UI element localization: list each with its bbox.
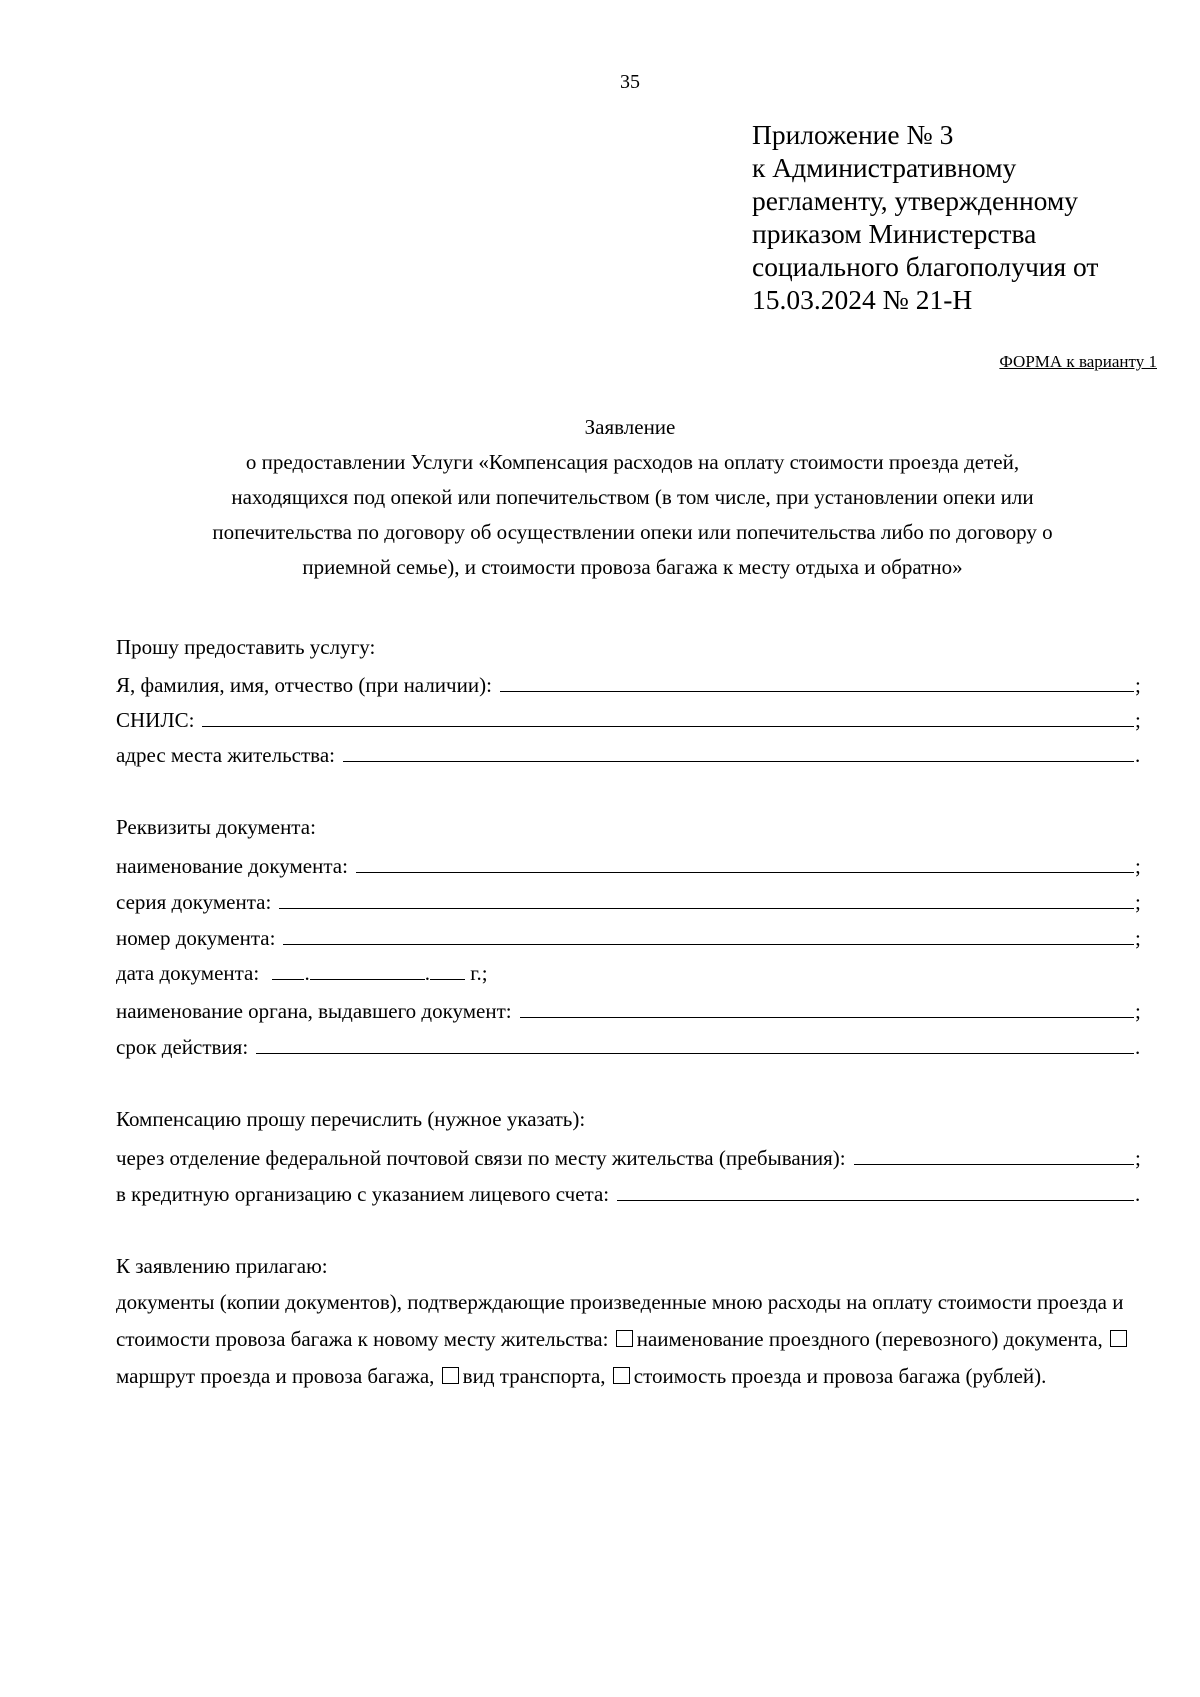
page-number: 35 <box>620 71 640 93</box>
post-label: через отделение федеральной почтовой связи по месту жительства (пребывания): <box>116 1146 846 1170</box>
document-title: Заявление <box>584 415 676 439</box>
form-variant: ФОРМА к варианту 1 <box>999 352 1157 371</box>
appendix-block <box>752 118 1098 316</box>
doc-number-label: номер документа: <box>116 926 276 950</box>
document-subtitle <box>120 445 1145 585</box>
date-year-field[interactable] <box>430 955 465 980</box>
doc-validity-row <box>116 1027 1145 1062</box>
bank-field[interactable] <box>617 1174 1134 1201</box>
period: . <box>1135 1035 1141 1059</box>
fio-row <box>116 665 1145 700</box>
date-suffix: г.; <box>470 961 488 985</box>
checkbox-cost[interactable] <box>613 1367 630 1384</box>
semicolon: ; <box>1135 890 1141 914</box>
post-row <box>116 1138 1145 1173</box>
doc-series-label: серия документа: <box>116 890 272 914</box>
attachments-heading: К заявлению прилагаю: <box>116 1254 328 1278</box>
doc-name-label: наименование документа: <box>116 854 348 878</box>
doc-issuer-row <box>116 991 1145 1026</box>
semicolon: ; <box>1135 1146 1141 1170</box>
appendix-line: к Административному <box>752 152 1017 183</box>
doc-name-field[interactable] <box>356 846 1134 873</box>
checkbox-transport[interactable] <box>442 1367 459 1384</box>
option-cost: стоимость проезда и провоза багажа (рублей). <box>633 1364 1047 1388</box>
snils-label: СНИЛС: <box>116 708 195 732</box>
address-field[interactable] <box>343 735 1134 762</box>
date-month-field[interactable] <box>310 955 425 980</box>
post-field[interactable] <box>854 1138 1134 1165</box>
subtitle-line: приемной семье), и стоимости провоза багажа к месту отдыха и обратно» <box>302 555 963 579</box>
attachments-paragraph <box>116 1284 1146 1395</box>
semicolon: ; <box>1135 673 1141 697</box>
fio-field[interactable] <box>500 665 1134 692</box>
period: . <box>1135 1182 1141 1206</box>
date-day-field[interactable] <box>272 955 304 980</box>
appendix-line: социального благополучия от <box>752 251 1099 282</box>
request-heading: Прошу предоставить услугу: <box>116 635 376 659</box>
semicolon: ; <box>1135 926 1141 950</box>
option-transport: вид транспорта, <box>462 1364 606 1388</box>
bank-label: в кредитную организацию с указанием лицевого счета: <box>116 1182 610 1206</box>
doc-issuer-label: наименование органа, выдавшего документ: <box>116 999 512 1023</box>
address-row <box>116 735 1145 770</box>
semicolon: ; <box>1135 854 1141 878</box>
subtitle-line: о предоставлении Услуги «Компенсация расходов на оплату стоимости проезда детей, <box>245 450 1020 474</box>
semicolon: ; <box>1135 999 1141 1023</box>
doc-series-row <box>116 882 1145 917</box>
subtitle-line: попечительства по договору об осуществлении опеки или попечительства либо по договору о <box>212 520 1053 544</box>
bank-row <box>116 1174 1145 1209</box>
semicolon: ; <box>1135 708 1141 732</box>
address-label: адрес места жительства: <box>116 743 335 767</box>
date-dot: . <box>304 961 310 985</box>
date-dot: . <box>424 961 430 985</box>
doc-name-row <box>116 846 1145 881</box>
document-heading: Реквизиты документа: <box>116 815 316 839</box>
doc-series-field[interactable] <box>279 882 1134 909</box>
doc-date-label: дата документа: <box>116 961 260 985</box>
doc-number-field[interactable] <box>283 918 1134 945</box>
period: . <box>1135 743 1141 767</box>
doc-date-row <box>116 955 488 991</box>
appendix-line: приказом Министерства <box>752 218 1037 249</box>
fio-label: Я, фамилия, имя, отчество (при наличии): <box>116 673 492 697</box>
attachments-intro: документы (копии документов), подтверждающие произведенные мною расходы на оплату стоимости проезда и стоимости провоза багажа к новому месту жительства: <box>116 1290 1124 1351</box>
doc-number-row <box>116 918 1145 953</box>
snils-row <box>116 700 1145 735</box>
option-doc-name: наименование проездного (перевозного) документа, <box>636 1327 1103 1351</box>
doc-validity-field[interactable] <box>256 1027 1134 1054</box>
option-route: маршрут проезда и провоза багажа, <box>116 1364 435 1388</box>
checkbox-route[interactable] <box>1110 1330 1127 1347</box>
compensation-heading: Компенсацию прошу перечислить (нужное указать): <box>116 1107 586 1131</box>
snils-field[interactable] <box>202 700 1134 727</box>
subtitle-line: находящихся под опекой или попечительством (в том числе, при установлении опеки или <box>231 485 1034 509</box>
doc-validity-label: срок действия: <box>116 1035 249 1059</box>
appendix-line: 15.03.2024 № 21-Н <box>752 284 973 315</box>
doc-issuer-field[interactable] <box>520 991 1134 1018</box>
checkbox-doc-name[interactable] <box>616 1330 633 1347</box>
appendix-line: регламенту, утвержденному <box>752 185 1079 216</box>
appendix-line: Приложение № 3 <box>752 119 954 150</box>
